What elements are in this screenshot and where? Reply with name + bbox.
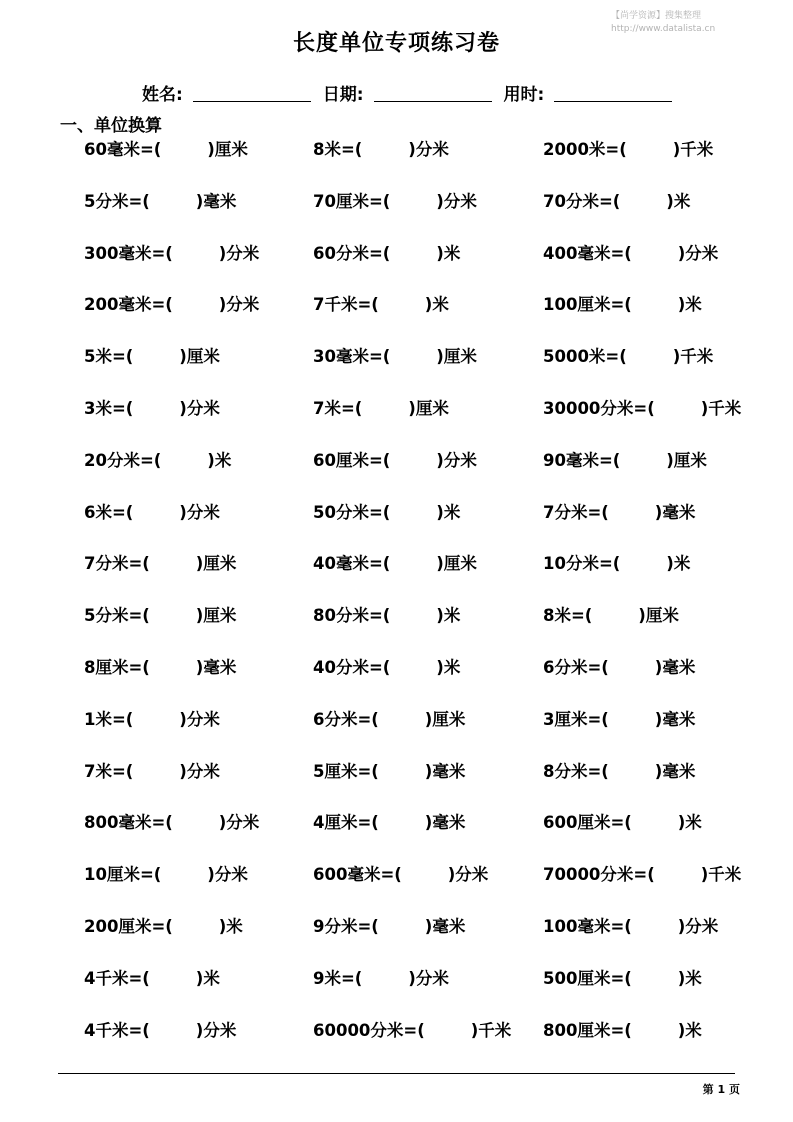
exercise-item[interactable]: 80分米=( )米 bbox=[313, 606, 461, 625]
exercise-item[interactable]: 7分米=( )毫米 bbox=[543, 503, 696, 522]
exercise-item[interactable]: 6分米=( )厘米 bbox=[313, 710, 466, 729]
exercise-row bbox=[0, 138, 793, 162]
exercise-item[interactable]: 30000分米=( )千米 bbox=[543, 399, 742, 418]
exercise-item[interactable]: 40毫米=( )厘米 bbox=[313, 554, 477, 573]
exercise-row bbox=[0, 656, 793, 680]
exercise-row bbox=[0, 501, 793, 525]
exercise-item[interactable]: 200毫米=( )分米 bbox=[84, 295, 260, 314]
exercise-item[interactable]: 600厘米=( )米 bbox=[543, 813, 702, 832]
exercise-item[interactable]: 70厘米=( )分米 bbox=[313, 192, 477, 211]
exercise-item[interactable]: 800厘米=( )米 bbox=[543, 1021, 702, 1040]
exercise-row bbox=[0, 967, 793, 991]
exercise-item[interactable]: 8厘米=( )毫米 bbox=[84, 658, 237, 677]
student-info bbox=[142, 80, 678, 105]
exercise-row bbox=[0, 708, 793, 732]
exercise-item[interactable]: 5000米=( )千米 bbox=[543, 347, 714, 366]
exercise-item[interactable]: 50分米=( )米 bbox=[313, 503, 461, 522]
exercise-item[interactable]: 60厘米=( )分米 bbox=[313, 451, 477, 470]
watermark-url: http://www.datalista.cn bbox=[611, 24, 716, 34]
exercise-row bbox=[0, 811, 793, 835]
exercise-item[interactable]: 100毫米=( )分米 bbox=[543, 917, 719, 936]
page-title: 长度单位专项练习卷 bbox=[292, 31, 500, 56]
exercise-item[interactable]: 7分米=( )厘米 bbox=[84, 554, 237, 573]
exercise-item[interactable]: 3厘米=( )毫米 bbox=[543, 710, 696, 729]
time-field[interactable] bbox=[554, 85, 672, 102]
exercise-item[interactable]: 8分米=( )毫米 bbox=[543, 762, 696, 781]
exercise-item[interactable]: 4千米=( )米 bbox=[84, 969, 220, 988]
exercise-item[interactable]: 30毫米=( )厘米 bbox=[313, 347, 477, 366]
exercise-item[interactable]: 7米=( )分米 bbox=[84, 762, 220, 781]
exercise-item[interactable]: 8米=( )厘米 bbox=[543, 606, 679, 625]
exercise-row bbox=[0, 552, 793, 576]
exercise-item[interactable]: 90毫米=( )厘米 bbox=[543, 451, 707, 470]
exercise-item[interactable]: 20分米=( )米 bbox=[84, 451, 232, 470]
exercise-item[interactable]: 600毫米=( )分米 bbox=[313, 865, 489, 884]
exercise-row bbox=[0, 345, 793, 369]
exercise-item[interactable]: 100厘米=( )米 bbox=[543, 295, 702, 314]
exercise-item[interactable]: 10分米=( )米 bbox=[543, 554, 691, 573]
exercise-item[interactable]: 200厘米=( )米 bbox=[84, 917, 243, 936]
name-field[interactable] bbox=[193, 85, 311, 102]
exercise-item[interactable]: 300毫米=( )分米 bbox=[84, 244, 260, 263]
exercise-row bbox=[0, 915, 793, 939]
exercise-item[interactable]: 5厘米=( )毫米 bbox=[313, 762, 466, 781]
exercise-item[interactable]: 60分米=( )米 bbox=[313, 244, 461, 263]
name-label: 姓名: bbox=[142, 85, 183, 105]
exercise-row bbox=[0, 760, 793, 784]
exercise-row bbox=[0, 397, 793, 421]
exercise-item[interactable]: 500厘米=( )米 bbox=[543, 969, 702, 988]
exercise-item[interactable]: 70分米=( )米 bbox=[543, 192, 691, 211]
exercise-row bbox=[0, 293, 793, 317]
exercise-item[interactable]: 5分米=( )毫米 bbox=[84, 192, 237, 211]
exercise-item[interactable]: 9米=( )分米 bbox=[313, 969, 449, 988]
exercise-item[interactable]: 400毫米=( )分米 bbox=[543, 244, 719, 263]
exercise-item[interactable]: 40分米=( )米 bbox=[313, 658, 461, 677]
exercise-row bbox=[0, 1019, 793, 1043]
exercise-item[interactable]: 5分米=( )厘米 bbox=[84, 606, 237, 625]
exercise-item[interactable]: 60毫米=( )厘米 bbox=[84, 140, 248, 159]
exercise-item[interactable]: 10厘米=( )分米 bbox=[84, 865, 248, 884]
exercise-row bbox=[0, 604, 793, 628]
date-label: 日期: bbox=[322, 85, 364, 105]
exercise-item[interactable]: 6分米=( )毫米 bbox=[543, 658, 696, 677]
exercise-row bbox=[0, 449, 793, 473]
exercise-item[interactable]: 7米=( )厘米 bbox=[313, 399, 449, 418]
page-number: 第 1 页 bbox=[702, 1083, 740, 1096]
exercise-item[interactable]: 2000米=( )千米 bbox=[543, 140, 714, 159]
exercise-item[interactable]: 7千米=( )米 bbox=[313, 295, 449, 314]
exercise-row bbox=[0, 242, 793, 266]
exercise-item[interactable]: 60000分米=( )千米 bbox=[313, 1021, 512, 1040]
exercise-row bbox=[0, 863, 793, 887]
exercise-item[interactable]: 5米=( )厘米 bbox=[84, 347, 220, 366]
section-title: 一、单位换算 bbox=[60, 116, 162, 136]
exercise-item[interactable]: 6米=( )分米 bbox=[84, 503, 220, 522]
date-field[interactable] bbox=[374, 85, 492, 102]
exercise-row bbox=[0, 190, 793, 214]
watermark-source: 【尚学资源】搜集整理 bbox=[611, 11, 702, 21]
exercise-item[interactable]: 8米=( )分米 bbox=[313, 140, 449, 159]
exercise-item[interactable]: 9分米=( )毫米 bbox=[313, 917, 466, 936]
exercise-item[interactable]: 1米=( )分米 bbox=[84, 710, 220, 729]
exercise-item[interactable]: 3米=( )分米 bbox=[84, 399, 220, 418]
exercise-item[interactable]: 800毫米=( )分米 bbox=[84, 813, 260, 832]
exercise-item[interactable]: 4厘米=( )毫米 bbox=[313, 813, 466, 832]
exercise-item[interactable]: 4千米=( )分米 bbox=[84, 1021, 237, 1040]
exercise-item[interactable]: 70000分米=( )千米 bbox=[543, 865, 742, 884]
time-label: 用时: bbox=[503, 85, 545, 105]
footer-divider bbox=[58, 1073, 735, 1074]
